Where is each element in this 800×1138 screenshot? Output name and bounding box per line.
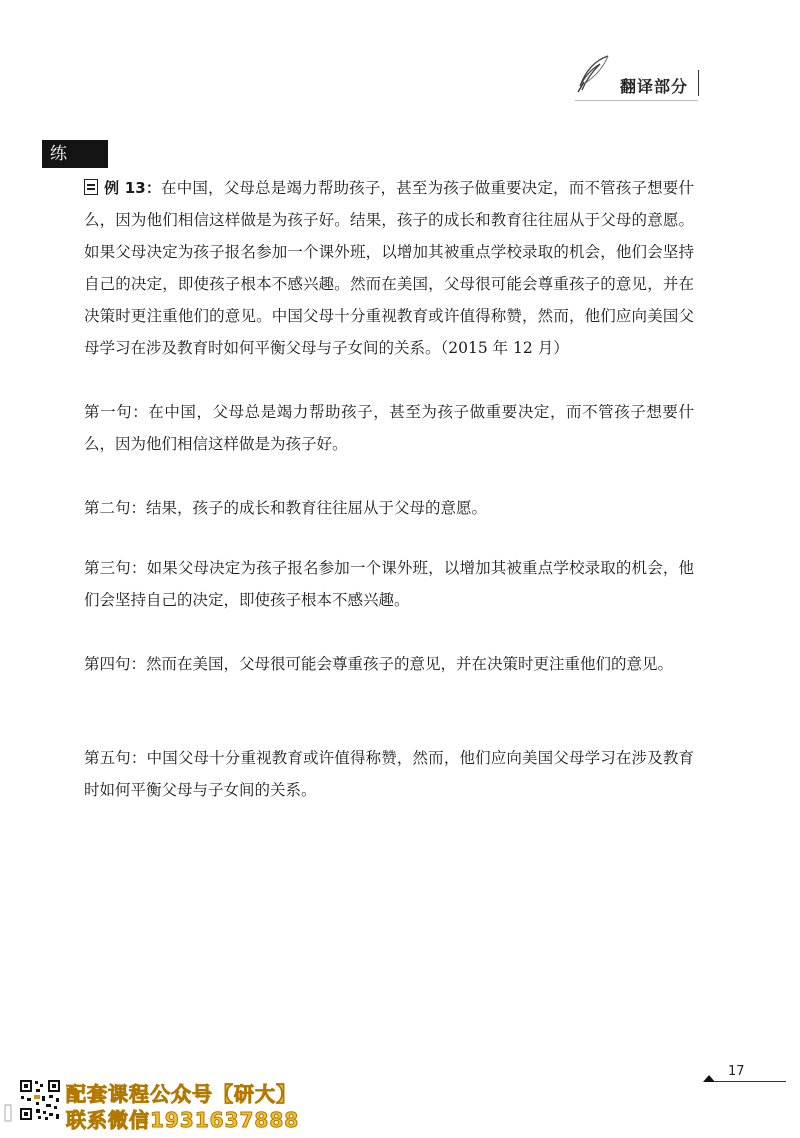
page-number: 17 <box>728 1064 745 1079</box>
sentence-5: 第五句：中国父母十分重视教育或许值得称赞，然而，他们应向美国父母学习在涉及教育时如何平衡父母与子女间的关系。 <box>84 749 694 799</box>
side-mark-icon <box>4 1104 12 1122</box>
exercise-section-label: 练 习 <box>42 140 108 168</box>
sentence-1: 第一句：在中国，父母总是竭力帮助孩子，甚至为孩子做重要决定，而不管孩子想要什么，因为他们相信这样做是为孩子好。 <box>84 403 694 453</box>
header-divider <box>698 70 699 96</box>
header-section-title: 翻译部分 <box>620 77 689 96</box>
watermark-line-1: 配套课程公众号【研大】 <box>66 1082 297 1106</box>
watermark-line-2: 联系微信1931637888 <box>66 1108 300 1132</box>
footer-rule <box>714 1081 786 1082</box>
sentence-4: 第四句：然而在美国，父母很可能会尊重孩子的意见，并在决策时更注重他们的意见。 <box>84 655 674 673</box>
example-paragraph <box>84 172 694 364</box>
example-label: 例 13： <box>104 179 162 197</box>
header-rule <box>575 100 698 101</box>
example-text: 在中国，父母总是竭力帮助孩子，甚至为孩子做重要决定，而不管孩子想要什么，因为他们相信这样做是为孩子好。结果，孩子的成长和教育往往屈从于父母的意愿。如果父母决定为孩子报名参加一个课外班，以增加其被重点学校录取的机会，他们会坚持自己的决定，即使孩子根本不感兴趣。然而在美国，父母很可能会尊重孩子的意见，并在决策时更注重他们的意见。中国父母十分重视教育或许值得称赞，然而，他们应向美国父母学习在涉及教育时如何平衡父母与子女间的关系。（2015 年 12 月） <box>84 179 694 357</box>
document-icon <box>84 179 98 195</box>
sentence-2: 第二句：结果，孩子的成长和教育往往屈从于父母的意愿。 <box>84 499 488 517</box>
quill-feather-icon <box>570 52 614 96</box>
qr-code-icon <box>18 1078 62 1122</box>
sentence-3: 第三句：如果父母决定为孩子报名参加一个课外班，以增加其被重点学校录取的机会，他们会坚持自己的决定，即使孩子根本不感兴趣。 <box>84 559 694 609</box>
